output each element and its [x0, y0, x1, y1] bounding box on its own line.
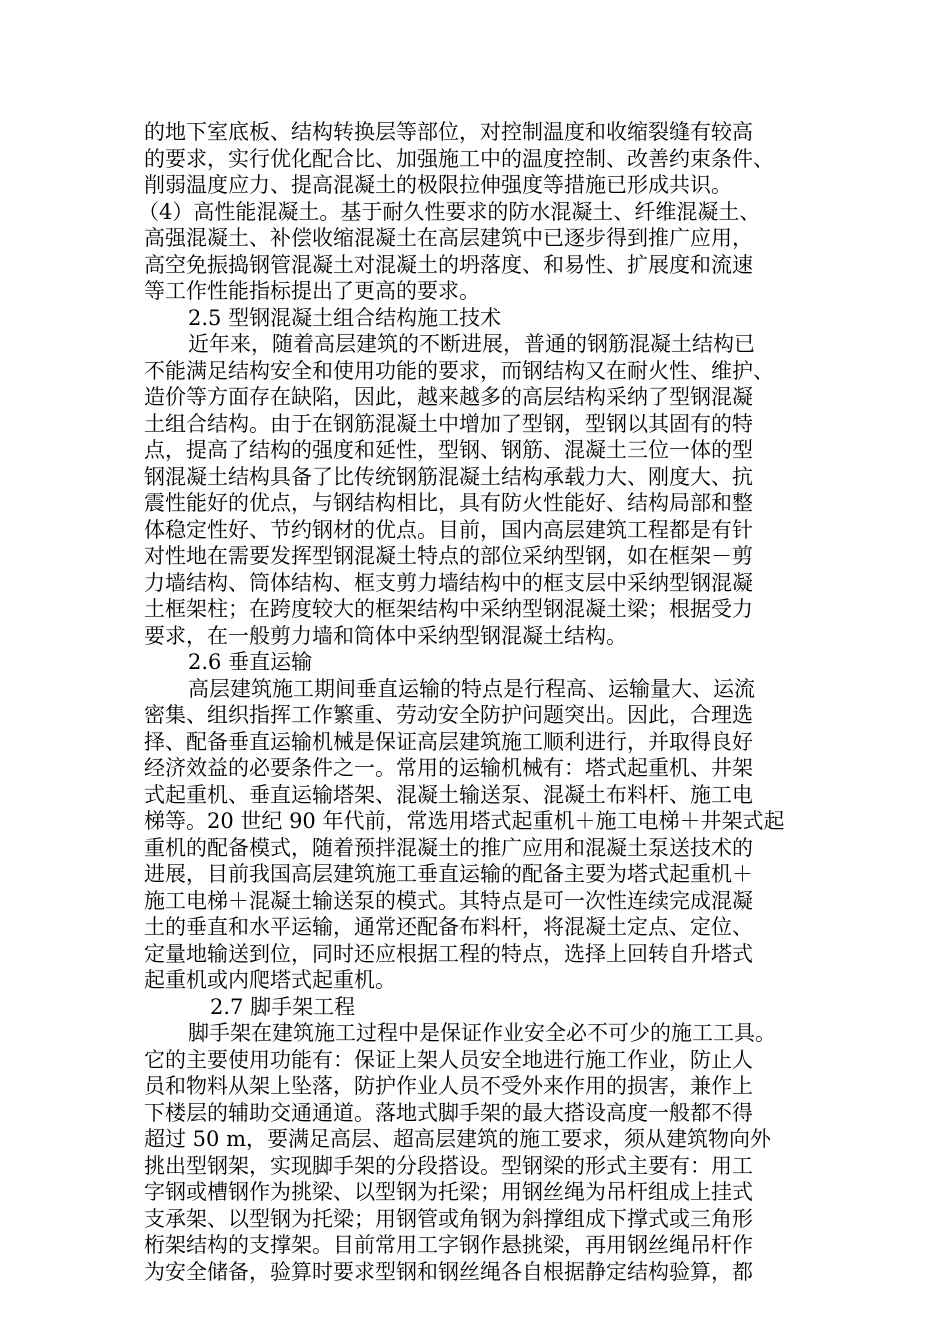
paragraph-line: 震性能好的优点，与钢结构相比，具有防火性能好、结构局部和整 — [144, 491, 753, 515]
paragraph-line: 施工电梯＋混凝土输送泵的模式。其特点是可一次性连续完成混凝 — [144, 888, 753, 913]
paragraph-line: 进展，目前我国高层建筑施工垂直运输的配备主要为塔式起重机＋ — [144, 862, 753, 886]
paragraph-line: 不能满足结构安全和使用功能的要求，而钢结构又在耐火性、维护、 — [144, 358, 774, 383]
paragraph-line: 式起重机、垂直运输塔架、混凝土输送泵、混凝土布料杆、施工电 — [144, 782, 753, 807]
paragraph-line: 土的垂直和水平运输，通常还配备布料杆，将混凝土定点、定位、 — [144, 915, 753, 939]
paragraph-line: 员和物料从架上坠落，防护作业人员不受外来作用的损害，兼作上 — [144, 1074, 753, 1098]
paragraph-line: 等工作性能指标提出了更高的要求。 — [144, 279, 480, 303]
paragraph-line: 削弱温度应力、提高混凝土的极限拉伸强度等措施已形成共识。 — [144, 173, 732, 197]
section-heading: 2.7 脚手架工程 — [210, 994, 356, 1019]
paragraph-line: 体稳定性好、节约钢材的优点。目前，国内高层建筑工程都是有针 — [144, 517, 753, 542]
paragraph-line: 钢混凝土结构具备了比传统钢筋混凝土结构承载力大、刚度大、抗 — [144, 464, 753, 489]
paragraph-line: 要求，在一般剪力墙和筒体中采纳型钢混凝土结构。 — [144, 623, 627, 648]
paragraph-line: 挑出型钢架，实现脚手架的分段搭设。型钢梁的形式主要有：用工 — [144, 1153, 753, 1178]
paragraph-line: 的地下室底板、结构转换层等部位，对控制温度和收缩裂缝有较高 — [144, 120, 753, 144]
paragraph-line: 桁架结构的支撑架。目前常用工字钢作悬挑梁，再用钢丝绳吊杆作 — [144, 1233, 753, 1257]
paragraph-line: 下楼层的辅助交通通道。落地式脚手架的最大搭设高度一般都不得 — [144, 1100, 753, 1125]
paragraph-line: 对性地在需要发挥型钢混凝土特点的部位采纳型钢，如在框架－剪 — [144, 544, 753, 568]
paragraph-line: 力墙结构、筒体结构、框支剪力墙结构中的框支层中采纳型钢混凝 — [144, 570, 753, 595]
paragraph-line: 择、配备垂直运输机械是保证高层建筑施工顺利进行，并取得良好 — [144, 729, 753, 754]
section-heading: 2.5 型钢混凝土组合结构施工技术 — [188, 305, 502, 330]
paragraph-line: 点，提高了结构的强度和延性，型钢、钢筋、混凝土三位一体的型 — [144, 438, 753, 462]
paragraph-line: 土组合结构。由于在钢筋混凝土中增加了型钢，型钢以其固有的特 — [144, 411, 753, 436]
paragraph-line: 造价等方面存在缺陷，因此，越来越多的高层结构采纳了型钢混凝 — [144, 385, 753, 409]
paragraph-line: 梯等。20 世纪 90 年代前，常选用塔式起重机＋施工电梯＋井架式起 — [144, 809, 785, 833]
section-heading: 2.6 垂直运输 — [188, 650, 313, 674]
paragraph-line: 密集、组织指挥工作繁重、劳动安全防护问题突出。因此，合理选 — [144, 703, 753, 727]
paragraph-line: 经济效益的必要条件之一。常用的运输机械有：塔式起重机、井架 — [144, 756, 753, 780]
paragraph-line: 为安全储备，验算时要求型钢和钢丝绳各自根据静定结构验算，都 — [144, 1259, 753, 1284]
paragraph-line: 土框架柱；在跨度较大的框架结构中采纳型钢混凝土梁；根据受力 — [144, 597, 753, 621]
paragraph-line: （4）高性能混凝土。基于耐久性要求的防水混凝土、纤维混凝土、 — [138, 199, 761, 224]
paragraph-line: 重机的配备模式，随着预拌混凝土的推广应用和混凝土泵送技术的 — [144, 835, 753, 860]
paragraph-line: 字钢或槽钢作为挑梁、以型钢为托梁；用钢丝绳为吊杆组成上挂式 — [144, 1180, 753, 1204]
paragraph-line: 起重机或内爬塔式起重机。 — [144, 968, 396, 992]
paragraph-line: 它的主要使用功能有：保证上架人员安全地进行施工作业，防止人 — [144, 1047, 753, 1072]
paragraph-line: 支承架、以型钢为托梁；用钢管或角钢为斜撑组成下撑式或三角形 — [144, 1206, 753, 1231]
paragraph-line: 高强混凝土、补偿收缩混凝土在高层建筑中已逐步得到推广应用， — [144, 226, 753, 250]
paragraph-line: 超过 50 m，要满足高层、超高层建筑的施工要求，须从建筑物向外 — [144, 1127, 771, 1151]
paragraph-line: 定量地输送到位，同时还应根据工程的特点，选择上回转自升塔式 — [144, 941, 753, 966]
paragraph-line: 的要求，实行优化配合比、加强施工中的温度控制、改善约束条件、 — [144, 146, 774, 171]
paragraph-line: 高空免振捣钢管混凝土对混凝土的坍落度、和易性、扩展度和流速 — [144, 252, 753, 277]
paragraph-line: 近年来，随着高层建筑的不断进展，普通的钢筋混凝土结构已 — [188, 332, 755, 356]
document-body — [138, 119, 814, 1285]
paragraph-line: 脚手架在建筑施工过程中是保证作业安全必不可少的施工工具。 — [188, 1021, 776, 1045]
paragraph-line: 高层建筑施工期间垂直运输的特点是行程高、运输量大、运流 — [188, 676, 755, 701]
